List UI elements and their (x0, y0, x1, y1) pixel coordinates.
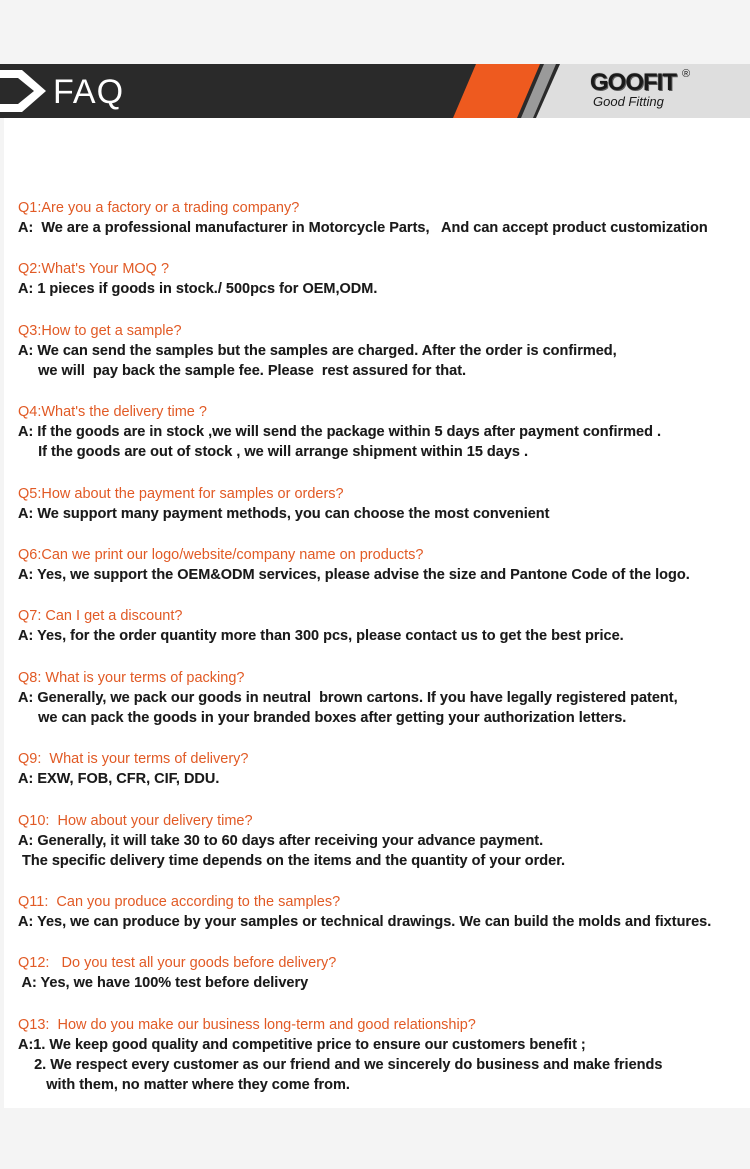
faq-list (18, 198, 748, 1117)
registered-mark: ® (682, 68, 691, 80)
faq-answer: The specific delivery time depends on the items and the quantity of your order. (18, 852, 566, 869)
faq-item-10 (18, 811, 748, 872)
faq-question: Q3:How to get a sample? (18, 322, 182, 339)
faq-answer: A: Yes, we support the OEM&ODM services, please advise the size and Pantone Code of the logo. (18, 567, 690, 584)
logo-tagline: Good Fitting (593, 94, 664, 109)
faq-banner (0, 64, 750, 118)
faq-answer: A: 1 pieces if goods in stock./ 500pcs for OEM,ODM. (18, 281, 378, 298)
faq-item-13 (18, 1015, 748, 1096)
faq-question: Q5:How about the payment for samples or orders? (18, 485, 344, 502)
faq-answer: we will pay back the sample fee. Please rest assured for that. (18, 362, 467, 379)
faq-answer: we can pack the goods in your branded boxes after getting your authorization letters. (18, 709, 627, 726)
faq-question: Q12: Do you test all your goods before delivery? (18, 955, 337, 972)
faq-question: Q10: How about your delivery time? (18, 812, 253, 829)
faq-item-3 (18, 321, 748, 382)
faq-item-8 (18, 668, 748, 729)
faq-answer: with them, no matter where they come from. (18, 1077, 350, 1094)
faq-question: Q2:What's Your MOQ ? (18, 261, 170, 278)
faq-answer: A: We are a professional manufacturer in Motorcycle Parts, And can accept product customization (18, 220, 708, 236)
faq-item-6 (18, 545, 748, 585)
faq-answer: A:1. We keep good quality and competitive price to ensure our customers benefit ; (18, 1036, 586, 1053)
faq-answer: A: We support many payment methods, you can choose the most convenient (18, 505, 550, 522)
faq-item-12 (18, 953, 748, 993)
faq-answer: 2. We respect every customer as our friend and we sincerely do business and make friends (18, 1057, 663, 1074)
faq-answer: A: Yes, we have 100% test before delivery (18, 975, 309, 992)
faq-answer: A: If the goods are in stock ,we will send the package within 5 days after payment confirmed . (18, 424, 661, 441)
logo-wordmark: GOOFIT (590, 69, 676, 96)
faq-item-11 (18, 892, 748, 932)
faq-item-9 (18, 749, 748, 789)
faq-question: Q8: What is your terms of packing? (18, 669, 245, 686)
faq-question: Q1:Are you a factory or a trading company? (18, 200, 300, 216)
faq-answer: A: EXW, FOB, CFR, CIF, DDU. (18, 771, 220, 788)
faq-item-1 (18, 198, 748, 238)
faq-item-2 (18, 259, 748, 299)
faq-answer: A: We can send the samples but the samples are charged. After the order is confirmed, (18, 342, 617, 359)
faq-answer: A: Yes, we can produce by your samples or technical drawings. We can build the molds and fixtures. (18, 914, 712, 931)
faq-item-5 (18, 484, 748, 524)
page-title: FAQ (53, 73, 125, 111)
faq-answer: If the goods are out of stock , we will arrange shipment within 15 days . (18, 444, 529, 461)
faq-answer: A: Yes, for the order quantity more than 300 pcs, please contact us to get the best price. (18, 628, 624, 645)
faq-question: Q11: Can you produce according to the samples? (18, 894, 341, 911)
faq-question: Q6:Can we print our logo/website/company name on products? (18, 547, 424, 564)
brand-logo (590, 70, 710, 114)
faq-item-4 (18, 402, 748, 463)
faq-question: Q7: Can I get a discount? (18, 608, 183, 625)
faq-question: Q9: What is your terms of delivery? (18, 751, 249, 768)
faq-question: Q4:What's the delivery time ? (18, 404, 207, 421)
chevron-right-icon (0, 70, 46, 112)
faq-question: Q13: How do you make our business long-term and good relationship? (18, 1016, 476, 1033)
faq-answer: A: Generally, it will take 30 to 60 days after receiving your advance payment. (18, 832, 544, 849)
faq-answer: A: Generally, we pack our goods in neutral brown cartons. If you have legally registered patent, (18, 689, 678, 706)
faq-item-7 (18, 606, 748, 646)
faq-content (4, 118, 750, 1108)
